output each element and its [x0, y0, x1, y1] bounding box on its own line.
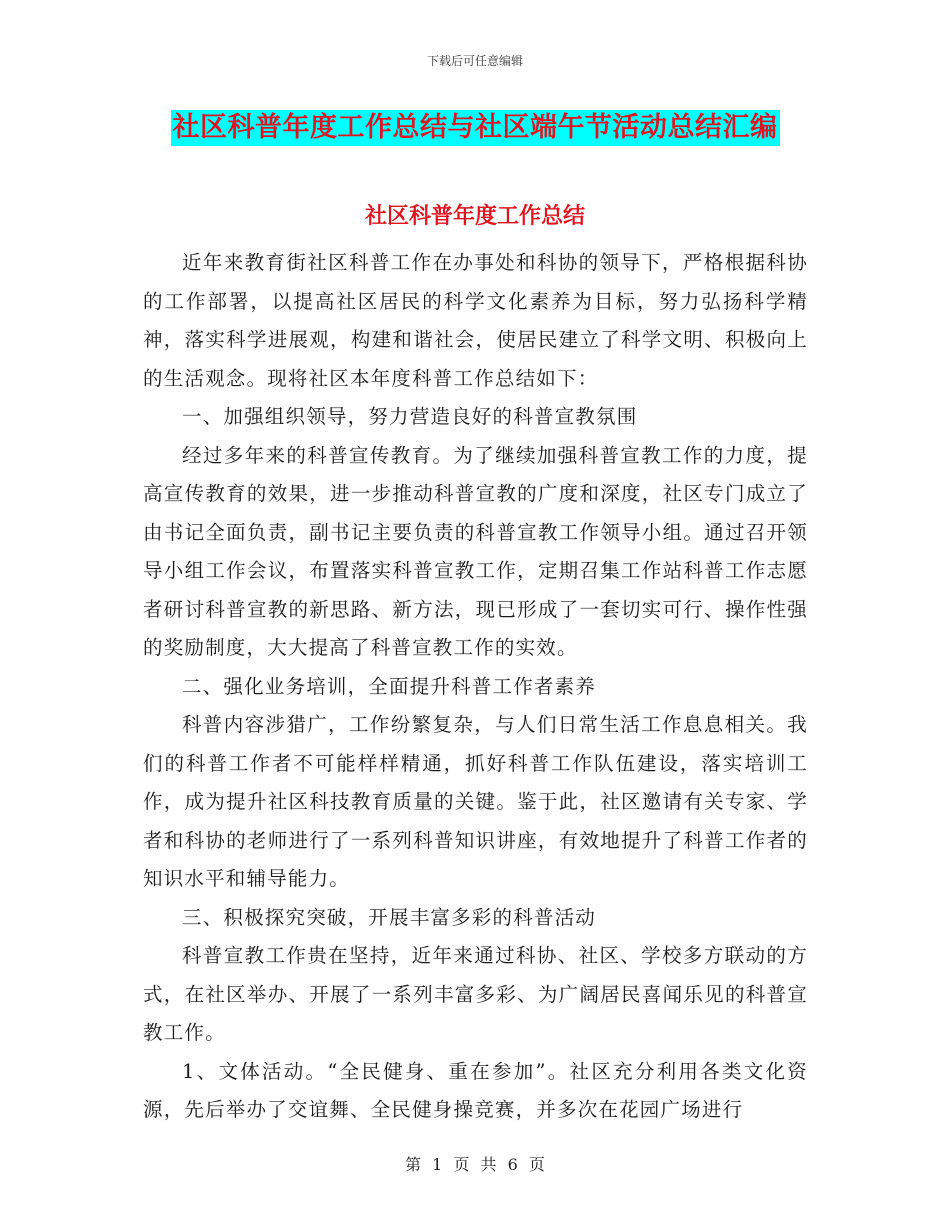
document-body: [143, 244, 808, 1130]
paragraph-section-1: 经过多年来的科普宣传教育。为了继续加强科普宣教工作的力度，提高宣传教育的效果，进一步推动科普宣教的广度和深度，社区专门成立了由书记全面负责，副书记主要负责的科普宣教工作领导小组。通过召开领导小组工作会议，布置落实科普宣教工作，定期召集工作站科普工作志愿者研讨科普宣教的新思路、新方法，现已形成了一套切实可行、操作性强的奖励制度，大大提高了科普宣教工作的实效。: [143, 443, 808, 659]
paragraph-section-2: 科普内容涉猎广，工作纷繁复杂，与人们日常生活工作息息相关。我们的科普工作者不可能样样精通，抓好科普工作队伍建设，落实培训工作，成为提升社区科技教育质量的关键。鉴于此，社区邀请有关专家、学者和科协的老师进行了一系列科普知识讲座，有效地提升了科普工作者的知识水平和辅导能力。: [143, 713, 808, 890]
section-title: 社区科普年度工作总结: [364, 203, 585, 229]
paragraph-intro: 近年来教育街社区科普工作在办事处和科协的领导下，严格根据科协的工作部署，以提高社区居民的科学文化素养为目标，努力弘扬科学精神，落实科学进展观，构建和谐社会，使居民建立了科学文明、积极向上的生活观念。现将社区本年度科普工作总结如下：: [143, 251, 808, 390]
main-title-container: [0, 110, 950, 146]
paragraph-section-3: 科普宣教工作贵在坚持，近年来通过科协、社区、学校多方联动的方式，在社区举办、开展了一系列丰富多彩、为广阔居民喜闻乐见的科普宣教工作。: [143, 944, 808, 1044]
page-header-note: 下载后可任意编辑: [426, 54, 523, 68]
heading-section-3: 三、积极探究突破，开展丰富多彩的科普活动: [182, 905, 597, 929]
heading-section-2: 二、强化业务培训，全面提升科普工作者素养: [182, 674, 597, 698]
page-number: 第 1 页 共 6 页: [405, 1155, 545, 1174]
heading-section-1: 一、加强组织领导，努力营造良好的科普宣教氛围: [182, 405, 638, 428]
main-title: 社区科普年度工作总结与社区端午节活动总结汇编: [171, 110, 780, 146]
paragraph-item-1: 1、文体活动。“全民健身、重在参加”。社区充分利用各类文化资源，先后举办了交谊舞、全民健身操竞赛，并多次在花园广场进行: [143, 1059, 808, 1121]
